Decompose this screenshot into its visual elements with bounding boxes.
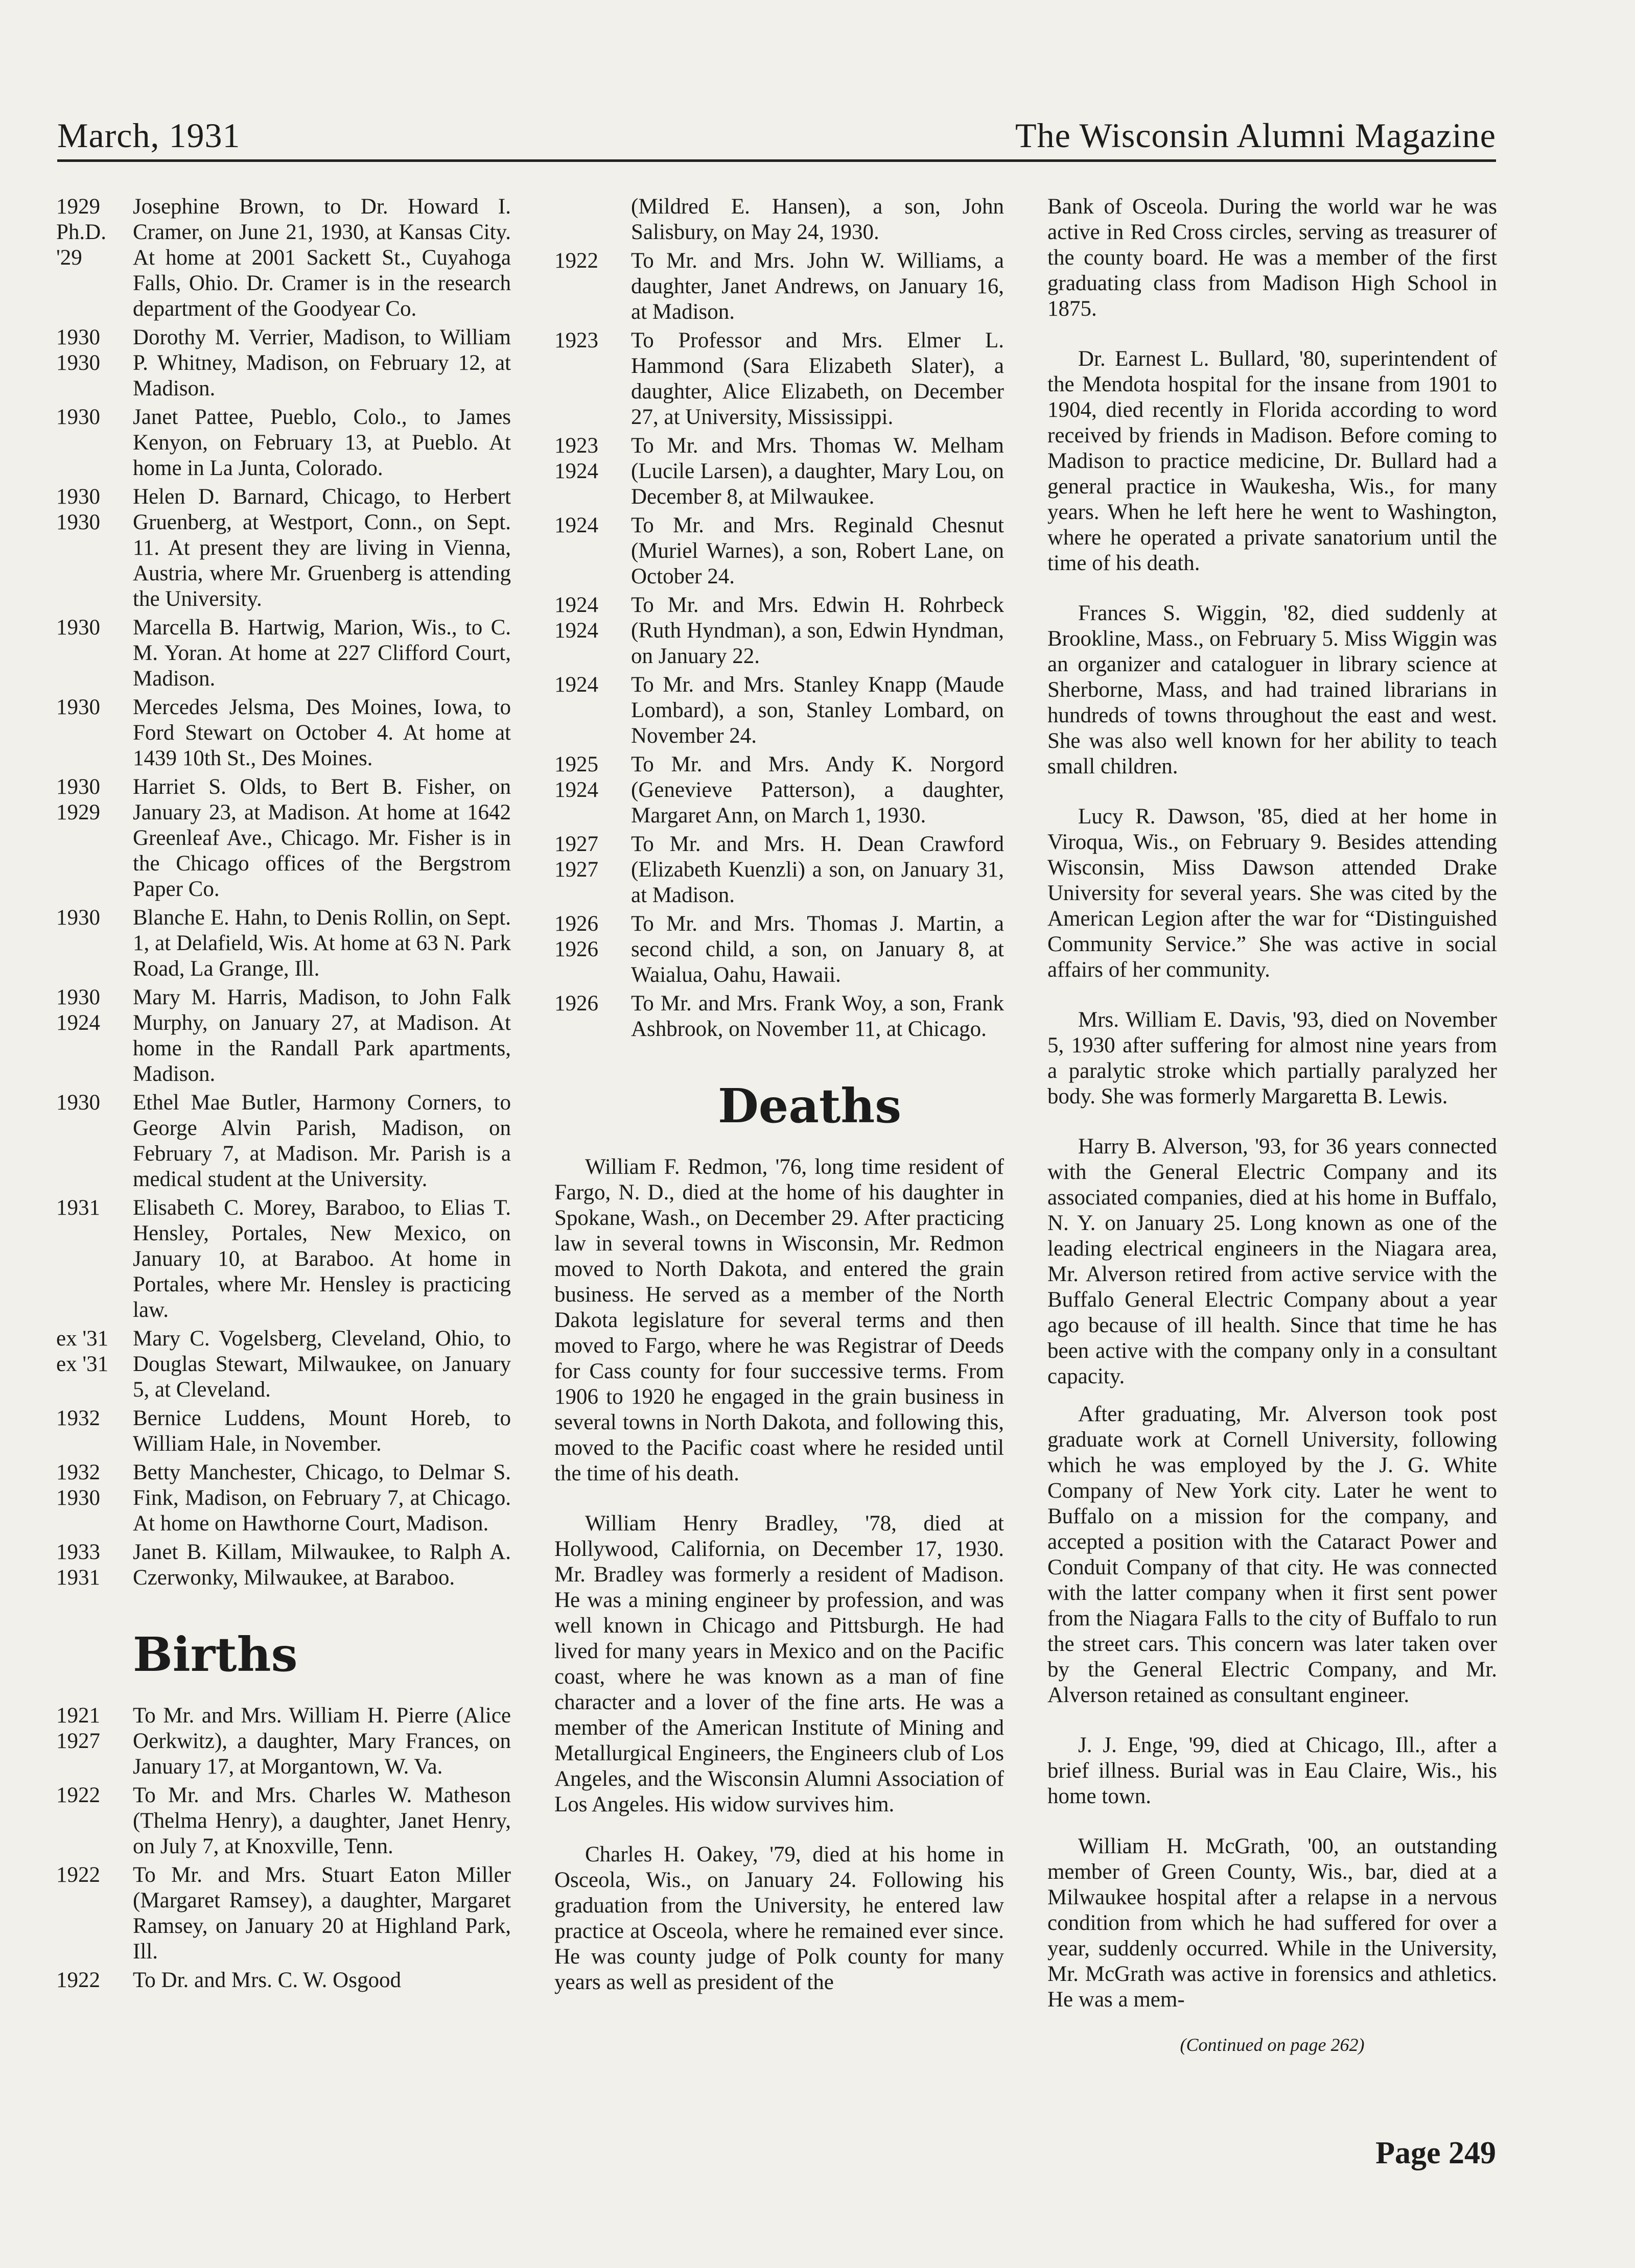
entry-text: Bernice Luddens, Mount Horeb, to William Hale, in November.	[133, 1406, 511, 1456]
entry-text: (Mildred E. Hansen), a son, John Salisbury, on May 24, 1930.	[631, 195, 1004, 244]
class-year: 1924	[554, 673, 598, 697]
entry-text: To Mr. and Mrs. Charles W. Matheson (Thelma Henry), a daughter, Janet Henry, on July 7, at Knoxville, Tenn.	[133, 1783, 511, 1858]
list-item	[56, 405, 511, 481]
entry-text: Josephine Brown, to Dr. Howard I. Cramer, on June 21, 1930, at Kansas City. At home at 2001 Sackett St., Cuyahoga Falls, Ohio. Dr. Cramer is in the research department of the Goodyear Co.	[133, 195, 511, 321]
list-item	[56, 1406, 511, 1457]
header-rule	[57, 159, 1496, 162]
list-item	[56, 484, 511, 612]
class-year: 1930 1930	[56, 325, 100, 375]
class-year: 1923 1924	[554, 434, 598, 483]
obituary-paragraph: Mrs. William E. Davis, '93, died on November 5, 1930 after suffering for almost nine years from a paralytic stroke which partially paralyzed her body. She was formerly Margaretta B. Lewis.	[1047, 1008, 1497, 1108]
entry-text: To Mr. and Mrs. William H. Pierre (Alice Oerkwitz), a daughter, Mary Frances, on January 17, at Morgantown, W. Va.	[133, 1704, 511, 1779]
obituary-paragraph: J. J. Enge, '99, died at Chicago, Ill., after a brief illness. Burial was in Eau Claire, Wis., his home town.	[1047, 1733, 1497, 1808]
column-3	[1047, 194, 1497, 2058]
births-heading: Births	[133, 1627, 298, 1682]
class-year: 1921 1927	[56, 1704, 100, 1753]
class-year: 1930 1930	[56, 485, 100, 534]
entry-text: Mercedes Jelsma, Des Moines, Iowa, to Ford Stewart on October 4. At home at 1439 10th St., Des Moines.	[133, 695, 511, 770]
list-item	[56, 1540, 511, 1591]
list-item	[554, 194, 1004, 245]
entry-text: To Mr. and Mrs. Stanley Knapp (Maude Lombard), a son, Stanley Lombard, on November 24.	[631, 673, 1004, 748]
entry-text: To Mr. and Mrs. John W. Williams, a daughter, Janet Andrews, on January 16, at Madison.	[631, 249, 1004, 324]
list-item	[554, 672, 1004, 749]
list-item	[554, 248, 1004, 325]
list-item	[554, 832, 1004, 908]
entry-text: To Mr. and Mrs. Stuart Eaton Miller (Margaret Ramsey), a daughter, Margaret Ramsey, on January 20 at Highland Park, Ill.	[133, 1863, 511, 1964]
entry-text: To Mr. and Mrs. Thomas W. Melham (Lucile Larsen), a daughter, Mary Lou, on December 8, at Milwaukee.	[631, 434, 1004, 509]
entry-text: To Mr. and Mrs. Thomas J. Martin, a second child, a son, on January 8, at Waialua, Oahu, Hawaii.	[631, 912, 1004, 987]
column-1	[56, 194, 511, 1996]
obituary-paragraph: After graduating, Mr. Alverson took post graduate work at Cornell University, following which he was employed by the J. G. White Company of New York city. Later he went to Buffalo on a mission for the company, and accepted a position with the Cataract Power and Conduit Company of that city. He was connected with the latter company when it first sent power from the Niagara Falls to the city of Buffalo to run the street cars. This concern was later taken over by the General Electric Company, and Mr. Alverson retained as consultant engineer.	[1047, 1402, 1497, 1707]
entry-text: To Mr. and Mrs. Reginald Chesnut (Muriel Warnes), a son, Robert Lane, on October 24.	[631, 513, 1004, 588]
list-item	[554, 328, 1004, 430]
entry-text: Blanche E. Hahn, to Denis Rollin, on Sept. 1, at Delafield, Wis. At home at 63 N. Park Road, La Grange, Ill.	[133, 906, 511, 981]
class-year: 1930	[56, 1091, 100, 1115]
class-year: 1922	[56, 1863, 100, 1887]
list-item	[56, 1862, 511, 1965]
entry-text: Janet Pattee, Pueblo, Colo., to James Kenyon, on February 13, at Pueblo. At home in La Junta, Colorado.	[133, 405, 511, 480]
obituary-continuation: Bank of Osceola. During the world war he was active in Red Cross circles, serving as treasurer of the county board. He was a member of the first graduating class from Madison High School in 1875.	[1047, 195, 1497, 321]
obituary-paragraph: William Henry Bradley, '78, died at Hollywood, California, on December 17, 1930. Mr. Bradley was formerly a resident of Madison. He was a mining engineer by profession, and was well known in Chicago and Pittsburgh. He had lived for many years in Mexico and on the Pacific coast, where he was known as a man of fine character and a lover of the fine arts. He was a member of the American Institute of Mining and Metallurgical Engineers, the Engineers club of Los Angeles, and the Wisconsin Alumni Association of Los Angeles. His widow survives him.	[554, 1511, 1004, 1816]
class-year: 1924	[554, 513, 598, 537]
list-item	[554, 911, 1004, 988]
obituary-paragraph: Frances S. Wiggin, '82, died suddenly at Brookline, Mass., on February 5. Miss Wiggin was an organizer and cataloguer in library science at Sherborne, Mass, and had trained librarians in hundreds of towns throughout the east and west. She was also well known for her ability to teach small children.	[1047, 601, 1497, 778]
list-item	[56, 1090, 511, 1192]
entry-text: Marcella B. Hartwig, Marion, Wis., to C. M. Yoran. At home at 227 Clifford Court, Madison.	[133, 616, 511, 691]
class-year	[554, 194, 631, 245]
obituary-paragraph: William F. Redmon, '76, long time resident of Fargo, N. D., died at the home of his daughter in Spokane, Wash., on December 29. After practicing law in several towns in Wisconsin, Mr. Redmon moved to North Dakota, and entered the grain business. He served as a member of the North Dakota legislature for several terms and then moved to Fargo, where he was Registrar of Deeds for Cass county for four successive terms. From 1906 to 1920 he engaged in the grain business in several towns in North Dakota, and following this, moved to the Pacific coast where he resided until the time of his death.	[554, 1155, 1004, 1485]
class-year: 1932	[56, 1406, 100, 1430]
obituary-paragraph: Harry B. Alverson, '93, for 36 years connected with the General Electric Company and its associated companies, died at his home in Buffalo, N. Y. on January 25. Long known as one of the leading electrical engineers in the Niagara area, Mr. Alverson retired from active service with the Buffalo General Electric Company about a year ago because of ill health. Since that time he has been active with the company only in a consultant capacity.	[1047, 1135, 1497, 1388]
list-item	[56, 1703, 511, 1780]
magazine-title: The Wisconsin Alumni Magazine	[1015, 116, 1496, 155]
class-year: 1923	[554, 328, 598, 352]
births-list	[56, 1703, 511, 1993]
list-item	[56, 1460, 511, 1537]
class-year: 1930 1929	[56, 775, 100, 824]
issue-date: March, 1931	[57, 116, 241, 155]
class-year: 1922	[56, 1783, 100, 1807]
entry-text: Janet B. Killam, Milwaukee, to Ralph A. Czerwonky, Milwaukee, at Baraboo.	[133, 1540, 511, 1590]
births-list-continued	[554, 194, 1004, 1042]
class-year: 1926 1926	[554, 912, 598, 961]
list-item	[554, 513, 1004, 589]
entry-text: To Mr. and Mrs. Andy K. Norgord (Genevieve Patterson), a daughter, Margaret Ann, on March 1, 1930.	[631, 752, 1004, 828]
list-item	[56, 615, 511, 692]
class-year: 1933 1931	[56, 1540, 100, 1590]
class-year: 1925 1924	[554, 752, 598, 802]
entry-text: Mary M. Harris, Madison, to John Falk Murphy, on January 27, at Madison. At home in the Randall Park apartments, Madison.	[133, 985, 511, 1086]
list-item	[56, 325, 511, 401]
entry-text: To Mr. and Mrs. Frank Woy, a son, Frank Ashbrook, on November 11, at Chicago.	[631, 991, 1004, 1041]
obituary-paragraph: Lucy R. Dawson, '85, died at her home in Viroqua, Wis., on February 9. Besides attending Wisconsin, Miss Dawson attended Drake University for several years. She was cited by the American Legion after the war for “Distinguished Community Service.” She was active in social affairs of her community.	[1047, 805, 1497, 982]
class-year: 1930	[56, 405, 100, 429]
class-year: 1932 1930	[56, 1460, 100, 1510]
obituary-paragraph: William H. McGrath, '00, an outstanding member of Green County, Wis., bar, died at a Milwaukee hospital after a relapse in a nervous condition from which he had suffered for over a year, suddenly occurred. While in the University, Mr. McGrath was active in forensics and athletics. He was a mem-	[1047, 1834, 1497, 2012]
class-year: 1922	[56, 1968, 100, 1992]
entry-text: To Dr. and Mrs. C. W. Osgood	[133, 1968, 401, 1992]
class-year: 1930	[56, 695, 100, 719]
entry-text: To Professor and Mrs. Elmer L. Hammond (Sara Elizabeth Slater), a daughter, Alice Elizabeth, on December 27, at University, Mississippi.	[631, 328, 1004, 429]
entry-text: Elisabeth C. Morey, Baraboo, to Elias T. Hensley, Portales, New Mexico, on January 10, at Baraboo. At home in Portales, where Mr. Hensley is practicing law.	[133, 1196, 511, 1322]
list-item	[56, 695, 511, 771]
class-year: 1931	[56, 1196, 100, 1220]
class-year: 1927 1927	[554, 832, 598, 882]
obituary-paragraph: Dr. Earnest L. Bullard, '80, superintendent of the Mendota hospital for the insane from 1901 to 1904, died recently in Florida according to word received by friends in Madison. Before coming to Madison to practice medicine, Dr. Bullard had a general practice in Waukesha, Wis., for many years. When he left here he went to Washington, where he operated a private sanatorium until the time of his death.	[1047, 347, 1497, 575]
class-year: ex '31 ex '31	[56, 1327, 109, 1376]
running-header	[57, 110, 1496, 161]
marriages-list	[56, 194, 511, 1591]
entry-text: Betty Manchester, Chicago, to Delmar S. Fink, Madison, on February 7, at Chicago. At home on Hawthorne Court, Madison.	[133, 1460, 511, 1535]
list-item	[56, 1195, 511, 1323]
list-item	[56, 194, 511, 322]
continued-note: (Continued on page 262)	[1180, 2035, 1365, 2055]
class-year: 1930 1924	[56, 985, 100, 1035]
list-item	[56, 905, 511, 982]
entry-text: Dorothy M. Verrier, Madison, to William P. Whitney, Madison, on February 12, at Madison.	[133, 325, 511, 400]
list-item	[56, 774, 511, 902]
entry-text: Helen D. Barnard, Chicago, to Herbert Gruenberg, at Westport, Conn., on Sept. 11. At present they are living in Vienna, Austria, where Mr. Gruenberg is attending the University.	[133, 485, 511, 611]
entry-text: Mary C. Vogelsberg, Cleveland, Ohio, to Douglas Stewart, Milwaukee, on January 5, at Cleveland.	[133, 1327, 511, 1402]
class-year: 1922	[554, 249, 598, 273]
entry-text: To Mr. and Mrs. H. Dean Crawford (Elizabeth Kuenzli) a son, on January 31, at Madison.	[631, 832, 1004, 907]
class-year: 1929 Ph.D. '29	[56, 195, 106, 270]
entry-text: Ethel Mae Butler, Harmony Corners, to George Alvin Parish, Madison, on February 7, at Madison. Mr. Parish is a medical student at the University.	[133, 1091, 511, 1191]
list-item	[56, 985, 511, 1087]
list-item	[56, 1783, 511, 1859]
entry-text: To Mr. and Mrs. Edwin H. Rohrbeck (Ruth Hyndman), a son, Edwin Hyndman, on January 22.	[631, 593, 1004, 668]
column-2	[554, 194, 1004, 2020]
list-item	[554, 593, 1004, 669]
entry-text: Harriet S. Olds, to Bert B. Fisher, on January 23, at Madison. At home at 1642 Greenleaf Ave., Chicago. Mr. Fisher is in the Chicago offices of the Bergstrom Paper Co.	[133, 775, 511, 901]
class-year: 1926	[554, 991, 598, 1015]
obituary-paragraph: Charles H. Oakey, '79, died at his home in Osceola, Wis., on January 24. Following his graduation from the University, he entered law practice at Osceola, where he remained ever since. He was county judge of Polk county for many years as well as president of the	[554, 1842, 1004, 1994]
page-number: Page 249	[1375, 2136, 1496, 2170]
list-item	[56, 1326, 511, 1403]
list-item	[56, 1968, 511, 1993]
list-item	[554, 433, 1004, 510]
class-year: 1924 1924	[554, 593, 598, 643]
list-item	[554, 991, 1004, 1042]
deaths-heading: Deaths	[718, 1078, 902, 1133]
class-year: 1930	[56, 906, 100, 930]
class-year: 1930	[56, 616, 100, 640]
list-item	[554, 752, 1004, 829]
